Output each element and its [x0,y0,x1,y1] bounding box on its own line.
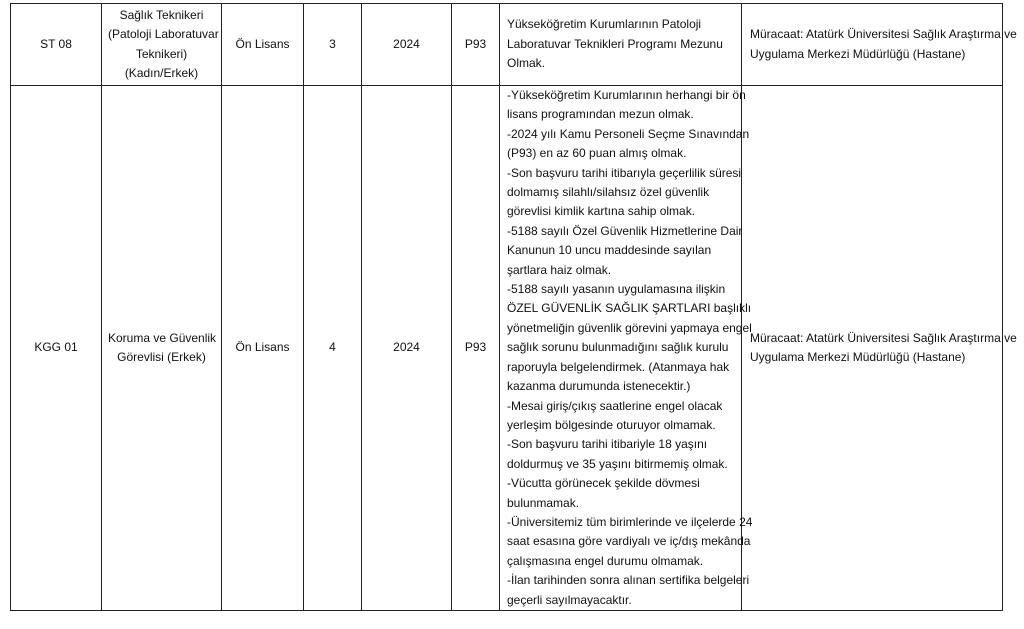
education-level: Ön Lisans [222,4,304,86]
education-level: Ön Lisans [222,86,304,611]
application-info [742,86,1017,611]
position-title-line: Görevlisi (Erkek) [117,349,206,364]
table-row [11,86,1003,611]
score-type: P93 [452,4,500,86]
exam-year: 2024 [362,4,452,86]
requirement-line: -Vücutta görünecek şekilde dövmesi [507,476,700,491]
score-type: P93 [452,86,500,611]
requirement-line: sağlık sorunu bulunmadığını sağlık kurulu [507,340,729,355]
requirement-line: yönetmeliğin güvenlik görevini yapmaya engel [507,320,752,335]
requirement-line: şartlara haiz olmak. [507,262,612,277]
table-row [11,4,1003,86]
position-title-line: (Patoloji Laboratuvar [108,27,219,42]
requirement-line: görevlisi kimlik kartına sahip olmak. [507,204,696,219]
requirement-line: -Üniversitemiz tüm birimlerinde ve ilçelerde 24 [507,514,753,529]
requirement-line: geçerli sayılmayacaktır. [507,592,632,607]
requirement-line: -5188 sayılı Özel Güvenlik Hizmetlerine Dair [507,223,743,238]
position-title [102,86,222,611]
requirements [500,4,742,86]
application-line: Uygulama Merkezi Müdürlüğü (Hastane) [750,349,966,364]
requirement-line: -Son başvuru tarihi itibarıyla geçerlilik süresi [507,165,742,180]
requirement-line: -Son başvuru tarihi itibariyle 18 yaşını [507,437,708,452]
requirement-line: -2024 yılı Kamu Personeli Seçme Sınavından [507,126,750,141]
requirement-line: ÖZEL GÜVENLİK SAĞLIK ŞARTLARI başlıklı [507,301,752,316]
requirement-line: -Yükseköğretim Kurumlarının herhangi bir ön [507,88,746,102]
requirement-line: dolmamış silahlı/silahsız özel güvenlik [507,185,710,200]
position-code: KGG 01 [11,86,102,611]
requirement-line: doldurmuş ve 35 yaşını bitirmemiş olmak. [507,456,728,471]
position-title-line: Sağlık Teknikeri [119,7,204,22]
requirement-line: Olmak. [507,56,546,71]
position-title-line: (Kadın/Erkek) [124,65,199,80]
exam-year: 2024 [362,86,452,611]
application-info [742,4,1017,86]
position-title-line: Teknikeri) [135,46,188,61]
job-listing-table [10,3,1017,611]
application-line: Müracaat: Atatürk Üniversitesi Sağlık Araştırma ve [750,27,1017,42]
requirement-line: Laboratuvar Teknikleri Programı Mezunu [507,36,723,51]
position-count: 4 [304,86,362,611]
application-line: Uygulama Merkezi Müdürlüğü (Hastane) [750,46,966,61]
requirements [500,86,753,611]
requirement-line: -5188 sayılı yasanın uygulamasına ilişkin [507,282,726,297]
application-line: Müracaat: Atatürk Üniversitesi Sağlık Araştırma ve [750,330,1017,345]
requirement-line: yerleşim bölgesinde oturuyor olmamak. [507,417,716,432]
requirement-line: raporuyla belgelendirmek. (Atanmaya hak [507,359,730,374]
requirement-line: Kanunun 10 uncu maddesinde sayılan [507,243,712,258]
requirement-line: saat esasına göre vardiyalı ve iç/dış mekânda [507,534,751,549]
position-title-line: Koruma ve Güvenlik [108,330,217,345]
requirement-line: Yükseköğretim Kurumlarının Patoloji [507,17,702,32]
requirement-line: çalışmasına engel durumu olmamak. [507,553,704,568]
requirement-line: (P93) en az 60 puan almış olmak. [507,146,687,161]
position-title [102,4,222,86]
position-count: 3 [304,4,362,86]
position-code: ST 08 [11,4,102,86]
requirement-line: lisans programından mezun olmak. [507,107,694,122]
requirement-line: -Mesai giriş/çıkış saatlerine engel olacak [507,398,723,413]
requirement-line: bulunmamak. [507,495,580,510]
requirement-line: -İlan tarihinden sonra alınan sertifika belgeleri [507,573,750,588]
requirement-line: kazanma durumunda istenecektir.) [507,379,691,394]
